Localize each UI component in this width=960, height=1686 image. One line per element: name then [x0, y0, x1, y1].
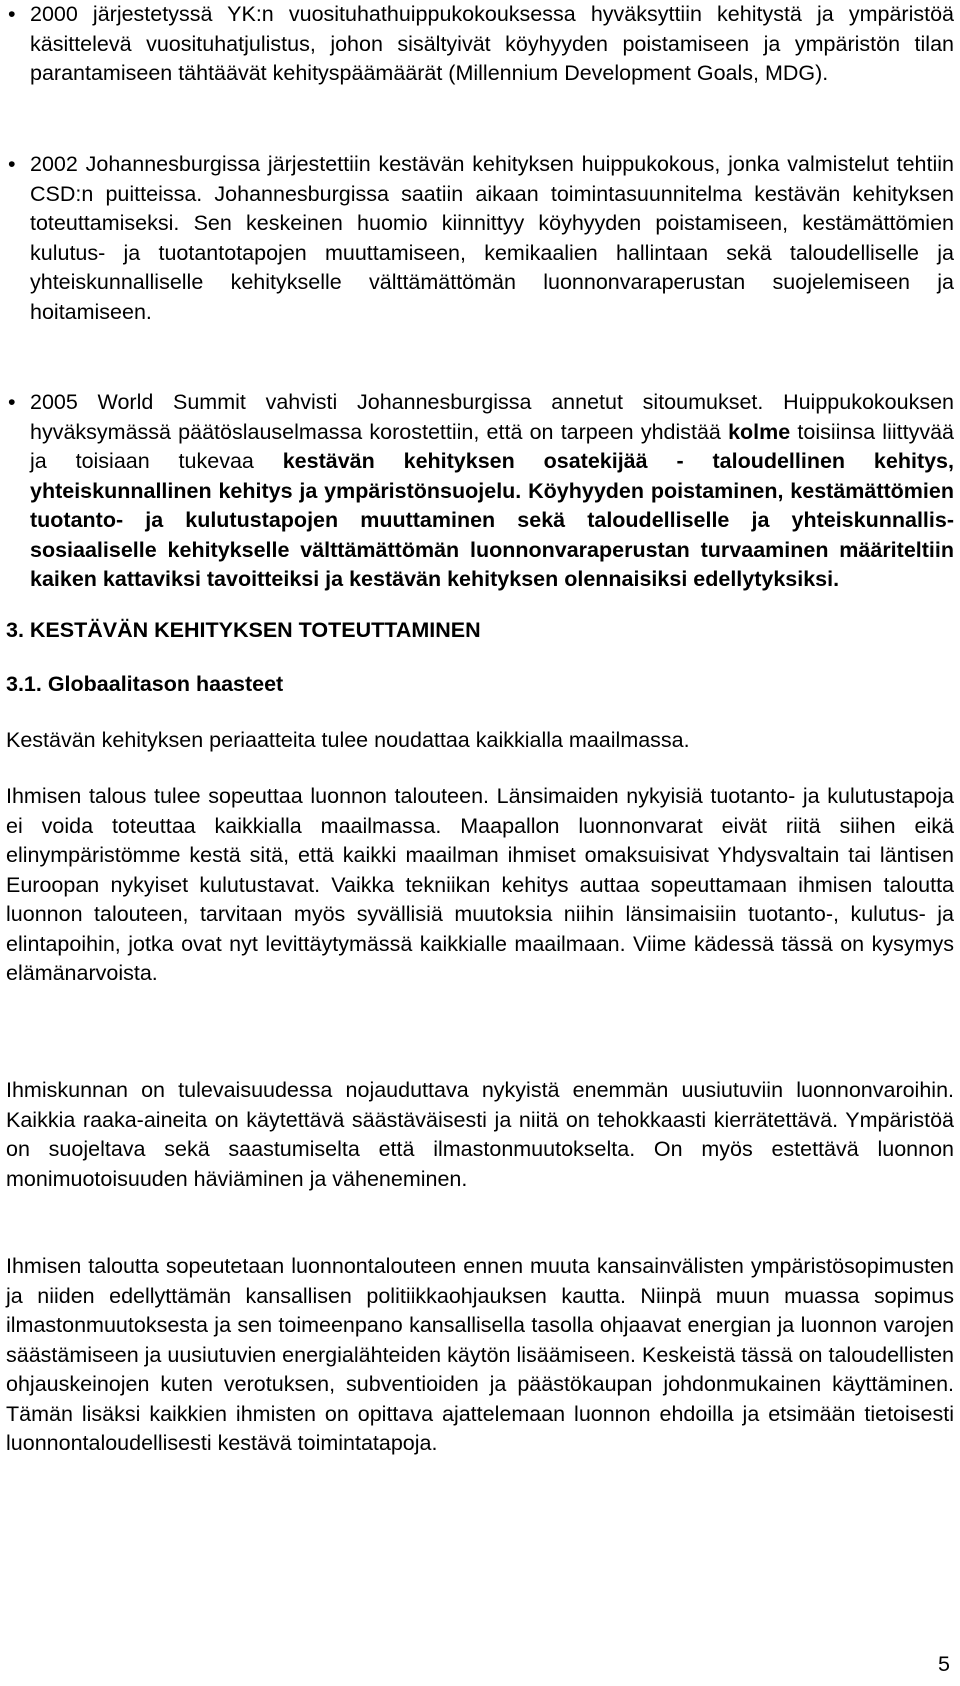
bullet-item-world-summit-2005: [6, 388, 954, 595]
bullet-dot: •: [8, 2, 16, 26]
paragraph: Ihmisen taloutta sopeutetaan luonnontalouteen ennen muuta kansainvälisten ympäristösopimusten ja niiden edellyttämän kansallisen politiikkaohjauksen kautta. Niinpä muun muassa sopimus ilmastonmuutoksesta ja sen toimeenpano kansallisella tasolla ohjaavat energian ja luonnon varojen säästämiseen ja uusiutuvien energialähteiden käytön lisäämiseen. Keskeistä tässä on taloudellisten ohjauskeinojen kuten verotuksen, subventioiden ja päästökaupan johdonmukainen käyttäminen. Tämän lisäksi kaikkien ihmisten on opittava ajattelemaan luonnon ehdoilla ja etsimään tietoisesti luonnontaloudellisesti kestävä toimintatapoja.: [6, 1254, 954, 1455]
bullet-text-bold1: kolme: [728, 419, 791, 444]
paragraph: Kestävän kehityksen periaatteita tulee noudattaa kaikkialla maailmassa.: [6, 728, 690, 752]
subsection-heading: 3.1. Globaalitason haasteet: [6, 672, 284, 696]
paragraph: Ihmisen talous tulee sopeuttaa luonnon talouteen. Länsimaiden nykyisiä tuotanto- ja kulutustapoja ei voida toteuttaa kaikkialla maailmassa. Maapallon luonnonvarat eivät riitä siihen eikä elinympäristömme kestä sitä, että kaikki maailman ihmiset omaksuisivat Yhdysvaltain tai läntisen Euroopan nykyiset kulutustavat. Vaikka tekniikan kehitys auttaa sopeuttamaan ihmisen taloutta luonnon talouteen, tarvitaan myös syvällisiä muutoksia niihin länsimaisiin tuotanto-, kulutus- ja elintapoihin, jotka ovat nyt levittäytymässä kaikkialle maailmaan. Viime kädessä tässä on kysymys elämänarvoista.: [6, 784, 954, 985]
bullet-dot: •: [8, 390, 16, 414]
paragraph: Ihmiskunnan on tulevaisuudessa nojauduttava nykyistä enemmän uusiutuviin luonnonvaroihin. Kaikkia raaka-aineita on käytettävä säästäväisesti ja niitä on tehokkaasti kierrätettävä. Ympäristöä on suojeltava sekä saastumiselta että ilmastonmuutokselta. On myös estettävä luonnon monimuotoisuuden häviäminen ja väheneminen.: [6, 1078, 954, 1191]
bullet-item-mdg: [6, 0, 954, 89]
section-heading: 3. KESTÄVÄN KEHITYKSEN TOTEUTTAMINEN: [6, 618, 481, 642]
bullet-text-bold2: kestävän kehityksen osatekijää - taloudellinen kehitys, yhteiskunnallinen kehitys ja ympäristönsuojelu. Köyhyyden poistaminen, kestämättömien tuotanto- ja kulutustapojen muuttaminen sekä taloudelliselle ja yhteiskunnallis-sosiaaliselle kehitykselle välttämättömän luonnonvaraperustan turvaaminen määriteltiin kaiken kattaviksi tavoitteiksi ja kestävän kehityksen olennaisiksi edellytyksiksi.: [30, 449, 954, 591]
bullet-text: 2000 järjestetyssä YK:n vuosituhathuippukokouksessa hyväksyttiin kehitystä ja ympäristöä käsittelevä vuosituhatjulistus, johon sisältyivät köyhyyden poistamiseen ja ympäristön tilan parantamiseen tähtäävät kehityspäämäärät (Millennium Development Goals, MDG).: [30, 2, 954, 85]
bullet-item-johannesburg-2002: [6, 150, 954, 327]
bullet-text-part2: toisiinsa liittyvää ja toisiaan tukevaa: [30, 419, 954, 473]
bullet-dot: •: [8, 152, 16, 176]
bullet-text: 2002 Johannesburgissa järjestettiin kestävän kehityksen huippukokous, jonka valmistelut tehtiin CSD:n puitteissa. Johannesburgissa saatiin aikaan toimintasuunnitelma kestävän kehityksen toteuttamiseksi. Sen keskeinen huomio kiinnittyy köyhyyden poistamiseen, kestämättömien kulutus- ja tuotantotapojen muuttamiseen, kemikaalien hallintaan sekä taloudelliselle ja yhteiskunnalliselle kehitykselle välttämättömän luonnonvaraperustan suojelemiseen ja hoitamiseen.: [30, 152, 954, 324]
bullet-text-part1: 2005 World Summit vahvisti Johannesburgissa annetut sitoumukset. Huippukokouksen hyväksymässä päätöslauselmassa korostettiin, että on tarpeen yhdistää: [30, 390, 954, 444]
page-number: 5: [938, 1652, 950, 1676]
